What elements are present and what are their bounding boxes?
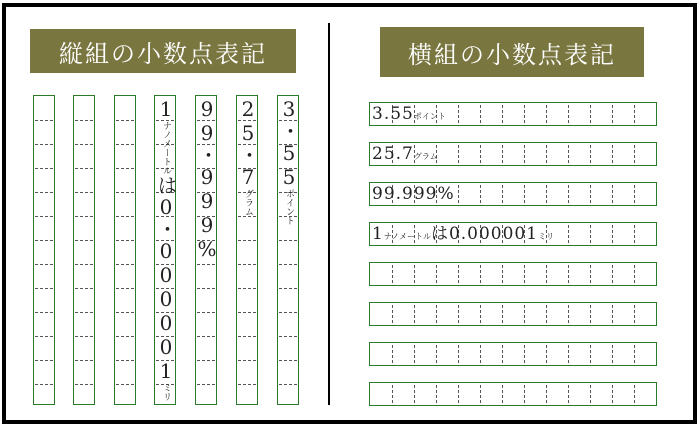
grid-dashed-line	[612, 265, 613, 283]
grid-dashed-line	[546, 145, 547, 163]
grid-dashed-line	[524, 265, 525, 283]
grid-dashed-line	[279, 240, 297, 241]
grid-dashed-line	[35, 384, 53, 385]
number-text: 1	[372, 224, 384, 244]
grid-dashed-line	[612, 105, 613, 123]
grid-dashed-line	[35, 288, 53, 289]
grid-dashed-line	[279, 288, 297, 289]
vertical-section-title: 縦組の小数点表記	[30, 29, 296, 73]
grid-dashed-line	[238, 264, 256, 265]
grid-dashed-line	[524, 145, 525, 163]
grid-dashed-line	[590, 385, 591, 403]
unit-ruby-text: ポイント	[284, 189, 294, 225]
grid-dashed-line	[116, 288, 134, 289]
grid-dashed-line	[590, 185, 591, 203]
grid-dashed-line	[634, 185, 635, 203]
unit-ruby-text: グラム	[243, 189, 253, 216]
grid-dashed-line	[279, 312, 297, 313]
grid-dashed-line	[414, 265, 415, 283]
grid-dashed-line	[546, 185, 547, 203]
grid-dashed-line	[238, 240, 256, 241]
grid-dashed-line	[458, 265, 459, 283]
grid-dashed-line	[35, 312, 53, 313]
grid-dashed-line	[480, 105, 481, 123]
grid-dashed-line	[75, 144, 93, 145]
horizontal-row-text	[372, 223, 554, 245]
number-text: は0.000001	[430, 224, 539, 244]
grid-dashed-line	[75, 360, 93, 361]
grid-dashed-line	[502, 105, 503, 123]
grid-dashed-line	[546, 265, 547, 283]
grid-dashed-line	[524, 305, 525, 323]
vertical-grid-column	[277, 95, 299, 405]
grid-dashed-line	[480, 185, 481, 203]
grid-dashed-line	[238, 312, 256, 313]
vertical-grid-column	[33, 95, 55, 405]
grid-dashed-line	[546, 105, 547, 123]
grid-dashed-line	[568, 225, 569, 243]
unit-ruby-text: ミリ	[538, 232, 555, 241]
grid-dashed-line	[238, 216, 256, 217]
grid-dashed-line	[436, 345, 437, 363]
grid-dashed-line	[590, 145, 591, 163]
grid-dashed-line	[279, 360, 297, 361]
grid-dashed-line	[35, 360, 53, 361]
grid-dashed-line	[238, 360, 256, 361]
grid-dashed-line	[197, 336, 215, 337]
grid-dashed-line	[568, 185, 569, 203]
grid-dashed-line	[279, 336, 297, 337]
grid-dashed-line	[116, 192, 134, 193]
horizontal-grid-row	[369, 262, 657, 286]
grid-dashed-line	[75, 384, 93, 385]
horizontal-grid-row	[369, 142, 657, 166]
grid-dashed-line	[35, 240, 53, 241]
number-text: 3.55	[372, 104, 414, 124]
vertical-column-text	[237, 97, 259, 216]
grid-dashed-line	[75, 264, 93, 265]
grid-dashed-line	[238, 288, 256, 289]
number-text: は0・000001	[154, 175, 178, 383]
grid-dashed-line	[35, 144, 53, 145]
grid-dashed-line	[458, 305, 459, 323]
number-text: 99.999%	[372, 184, 455, 204]
grid-dashed-line	[75, 120, 93, 121]
grid-dashed-line	[590, 305, 591, 323]
grid-dashed-line	[612, 145, 613, 163]
grid-dashed-line	[279, 264, 297, 265]
vertical-column-text	[196, 97, 218, 261]
grid-dashed-line	[197, 264, 215, 265]
grid-dashed-line	[116, 216, 134, 217]
grid-dashed-line	[75, 336, 93, 337]
grid-dashed-line	[590, 265, 591, 283]
grid-dashed-line	[502, 185, 503, 203]
grid-dashed-line	[75, 168, 93, 169]
grid-dashed-line	[75, 240, 93, 241]
grid-dashed-line	[116, 360, 134, 361]
grid-dashed-line	[35, 336, 53, 337]
grid-dashed-line	[568, 385, 569, 403]
horizontal-grid-row	[369, 342, 657, 366]
grid-dashed-line	[590, 105, 591, 123]
grid-dashed-line	[546, 345, 547, 363]
horizontal-section-title: 横組の小数点表記	[380, 27, 644, 77]
grid-dashed-line	[197, 360, 215, 361]
horizontal-row-text	[372, 183, 455, 205]
grid-dashed-line	[35, 264, 53, 265]
grid-dashed-line	[524, 345, 525, 363]
vertical-grid-column	[236, 95, 258, 405]
unit-ruby-text: ミリ	[161, 383, 171, 401]
grid-dashed-line	[612, 345, 613, 363]
grid-dashed-line	[480, 385, 481, 403]
grid-dashed-line	[568, 345, 569, 363]
grid-dashed-line	[502, 305, 503, 323]
number-text: 25.7	[372, 144, 414, 164]
grid-dashed-line	[612, 225, 613, 243]
grid-dashed-line	[458, 145, 459, 163]
grid-dashed-line	[197, 384, 215, 385]
grid-dashed-line	[35, 216, 53, 217]
grid-dashed-line	[480, 345, 481, 363]
horizontal-grid-row	[369, 382, 657, 406]
grid-dashed-line	[116, 264, 134, 265]
horizontal-grid-row	[369, 222, 657, 246]
grid-dashed-line	[35, 120, 53, 121]
grid-dashed-line	[590, 225, 591, 243]
grid-dashed-line	[414, 385, 415, 403]
grid-dashed-line	[568, 265, 569, 283]
grid-dashed-line	[568, 305, 569, 323]
grid-dashed-line	[568, 105, 569, 123]
unit-ruby-text: ポイント	[413, 112, 446, 121]
grid-dashed-line	[75, 288, 93, 289]
grid-dashed-line	[116, 240, 134, 241]
unit-ruby-text: ナノメートル	[383, 232, 431, 241]
grid-dashed-line	[502, 345, 503, 363]
grid-dashed-line	[35, 192, 53, 193]
grid-dashed-line	[480, 145, 481, 163]
grid-dashed-line	[392, 305, 393, 323]
grid-dashed-line	[546, 305, 547, 323]
grid-dashed-line	[75, 216, 93, 217]
grid-dashed-line	[392, 385, 393, 403]
grid-dashed-line	[116, 336, 134, 337]
grid-dashed-line	[458, 385, 459, 403]
horizontal-grid-row	[369, 102, 657, 126]
horizontal-row-text	[372, 143, 438, 165]
grid-dashed-line	[116, 384, 134, 385]
grid-dashed-line	[75, 312, 93, 313]
grid-dashed-line	[634, 305, 635, 323]
grid-dashed-line	[634, 345, 635, 363]
grid-dashed-line	[238, 336, 256, 337]
vertical-grid-column	[73, 95, 95, 405]
grid-dashed-line	[612, 185, 613, 203]
horizontal-row-text	[372, 103, 446, 125]
grid-dashed-line	[634, 105, 635, 123]
grid-dashed-line	[197, 312, 215, 313]
grid-dashed-line	[634, 265, 635, 283]
vertical-grid-column	[114, 95, 136, 405]
grid-dashed-line	[458, 185, 459, 203]
grid-dashed-line	[116, 312, 134, 313]
grid-dashed-line	[75, 192, 93, 193]
number-text: 1	[154, 97, 178, 121]
grid-dashed-line	[524, 185, 525, 203]
grid-dashed-line	[116, 120, 134, 121]
grid-dashed-line	[524, 105, 525, 123]
vertical-grid-column	[154, 95, 176, 405]
number-text: 99・999%	[195, 97, 219, 261]
grid-dashed-line	[590, 345, 591, 363]
grid-dashed-line	[458, 345, 459, 363]
grid-dashed-line	[392, 345, 393, 363]
grid-dashed-line	[480, 305, 481, 323]
horizontal-grid-row	[369, 182, 657, 206]
grid-dashed-line	[524, 385, 525, 403]
grid-dashed-line	[414, 305, 415, 323]
vertical-column-text	[278, 97, 300, 225]
grid-dashed-line	[436, 305, 437, 323]
grid-dashed-line	[35, 168, 53, 169]
horizontal-grid-row	[369, 302, 657, 326]
grid-dashed-line	[436, 265, 437, 283]
grid-dashed-line	[116, 168, 134, 169]
grid-dashed-line	[546, 385, 547, 403]
number-text: 3・55	[277, 97, 301, 189]
grid-dashed-line	[612, 385, 613, 403]
grid-dashed-line	[279, 384, 297, 385]
unit-ruby-text: グラム	[413, 152, 438, 161]
grid-dashed-line	[116, 144, 134, 145]
grid-dashed-line	[502, 385, 503, 403]
grid-dashed-line	[568, 145, 569, 163]
grid-dashed-line	[502, 145, 503, 163]
grid-dashed-line	[392, 265, 393, 283]
section-divider	[328, 23, 330, 405]
grid-dashed-line	[414, 345, 415, 363]
grid-dashed-line	[238, 384, 256, 385]
grid-dashed-line	[480, 265, 481, 283]
unit-ruby-text: ナノメートル	[161, 121, 171, 175]
grid-dashed-line	[458, 105, 459, 123]
grid-dashed-line	[634, 145, 635, 163]
grid-dashed-line	[502, 265, 503, 283]
vertical-grid-column	[195, 95, 217, 405]
grid-dashed-line	[634, 385, 635, 403]
vertical-column-text	[155, 97, 177, 401]
number-text: 25・7	[236, 97, 260, 189]
grid-dashed-line	[436, 385, 437, 403]
grid-dashed-line	[612, 305, 613, 323]
grid-dashed-line	[197, 288, 215, 289]
grid-dashed-line	[634, 225, 635, 243]
